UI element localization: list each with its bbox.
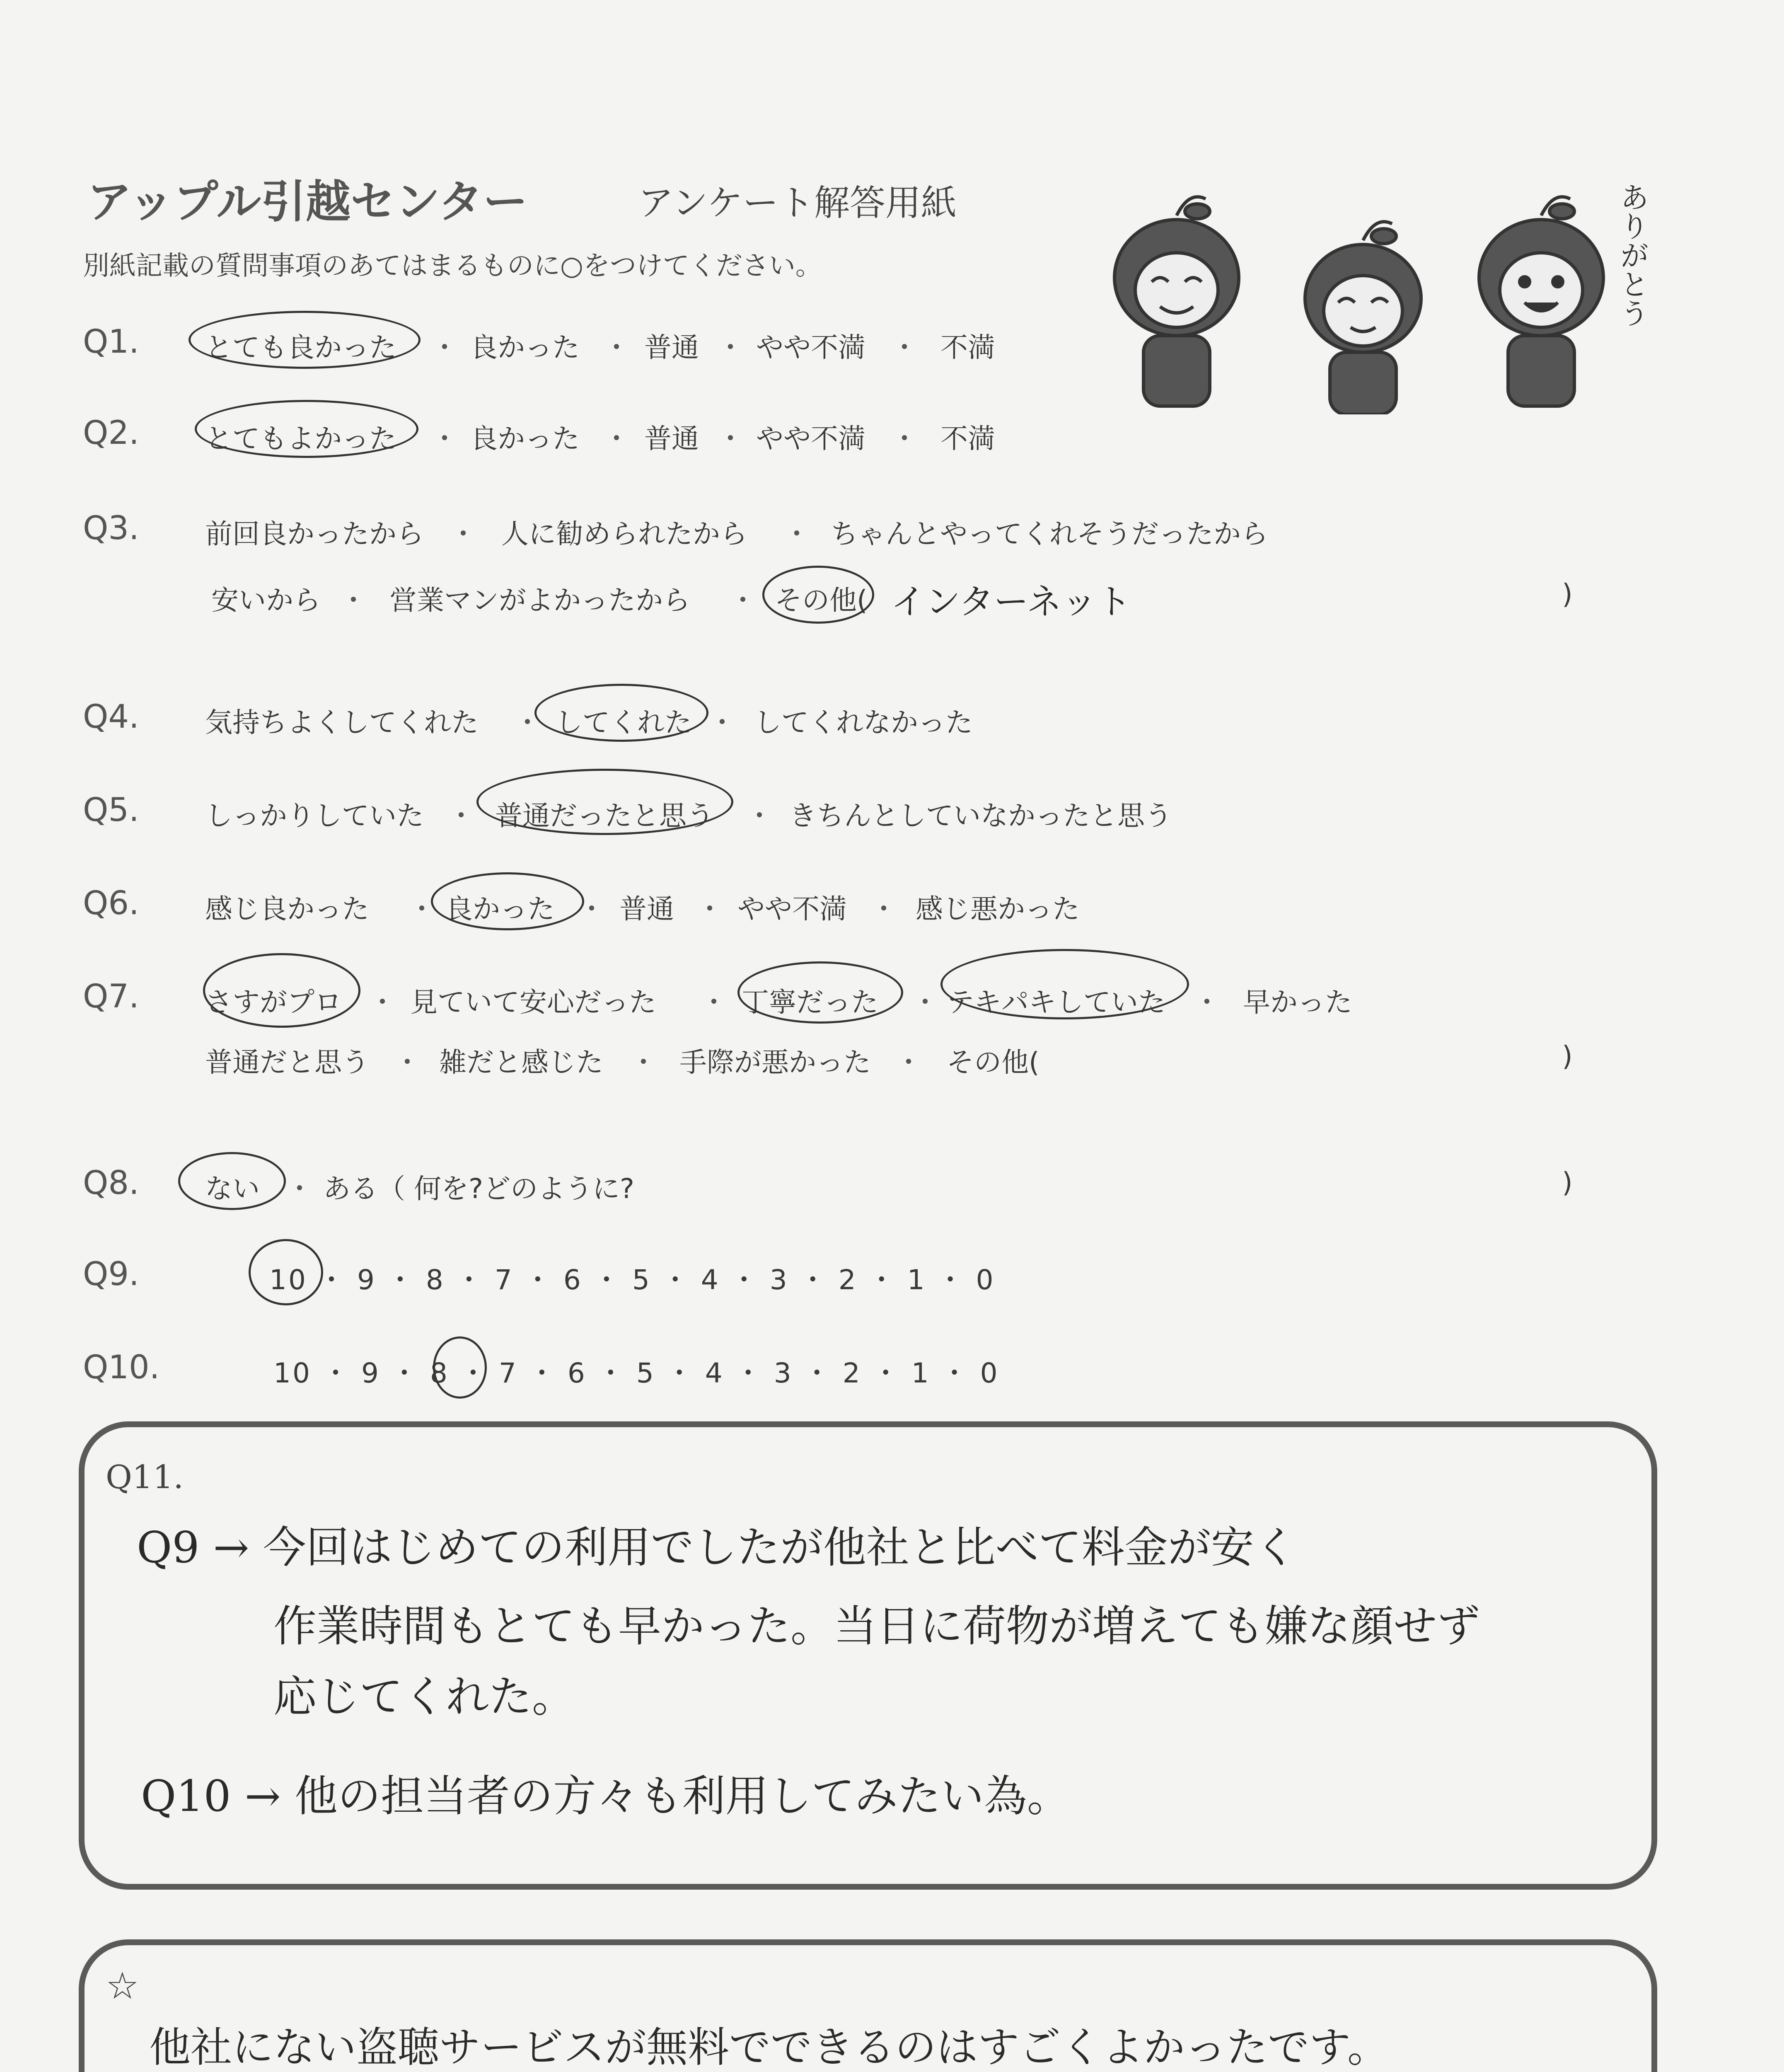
comment-line-1: 他社にない盗聴サービスが無料でできるのはすごくよかったです。 xyxy=(149,2023,1389,2072)
q10-option-1[interactable]: 1 xyxy=(911,1357,931,1389)
q5-label: Q5. xyxy=(83,792,139,829)
q2-option-4[interactable]: やや不満 xyxy=(756,423,865,455)
q7-option-6[interactable]: 普通だと思う xyxy=(205,1046,369,1078)
q9-option-7[interactable]: 7 xyxy=(494,1264,514,1296)
q3-option-5[interactable]: 営業マンがよかったから xyxy=(389,584,690,616)
company-title: アップル引越センター xyxy=(87,176,528,228)
q1-label: Q1. xyxy=(83,323,139,361)
q11-line-2: 作業時間もとても早かった。当日に荷物が増えても嫌な顔せず xyxy=(273,1601,1480,1651)
q7-option-8[interactable]: 手際が悪かった xyxy=(679,1046,871,1078)
q8-close-paren: ) xyxy=(1562,1167,1573,1198)
q5-answer-circle xyxy=(476,769,733,835)
separator: ・ xyxy=(717,332,744,363)
q6-label: Q6. xyxy=(83,885,139,922)
q3-other-answer: インターネット xyxy=(891,581,1131,622)
q9-answer-circle xyxy=(249,1239,323,1305)
q10-option-8[interactable]: 8 xyxy=(430,1357,449,1389)
q8-option-2[interactable]: ある（ 何を?どのように? xyxy=(323,1173,635,1205)
q10-scale: 10 ・ 9 ・ 8 ・ 7 ・ 6 ・ 5 ・ 4 ・ 3 ・ 2 ・ 1 ・ 0 xyxy=(273,1357,999,1389)
q3-option-other[interactable]: その他( xyxy=(775,584,868,616)
q1-answer-circle xyxy=(189,311,421,369)
separator: ・ xyxy=(431,423,458,455)
q7-label: Q7. xyxy=(83,978,139,1015)
q9-option-0[interactable]: 0 xyxy=(976,1264,995,1296)
separator: ・ xyxy=(447,800,475,832)
q11-label: Q11. xyxy=(106,1459,184,1496)
separator: ・ xyxy=(514,707,541,738)
q11-line-1: Q9 → 今回はじめての利用でしたが他社と比べて料金が安く xyxy=(137,1522,1297,1573)
q7-option-3[interactable]: 丁寧だった xyxy=(742,986,878,1018)
q6-option-2[interactable]: 良かった xyxy=(445,893,555,925)
q2-answer-circle xyxy=(195,400,418,458)
q5-option-1[interactable]: しっかりしていた xyxy=(205,800,424,832)
q11-line-4: Q10 → 他の担当者の方々も利用してみたい為。 xyxy=(141,1771,1070,1821)
separator: ・ xyxy=(700,986,728,1018)
q7-option-1[interactable]: さすがプロ xyxy=(205,986,342,1018)
q4-option-1[interactable]: 気持ちよくしてくれた xyxy=(205,707,479,738)
q2-option-2[interactable]: 良かった xyxy=(470,423,580,455)
separator: ・ xyxy=(1193,986,1221,1018)
q6-option-4[interactable]: やや不満 xyxy=(737,893,847,925)
separator: ・ xyxy=(603,423,630,455)
q9-option-10[interactable]: 10 xyxy=(269,1264,307,1296)
q4-option-2[interactable]: してくれた xyxy=(555,707,692,738)
q3-answer-circle xyxy=(762,566,874,624)
q3-label: Q3. xyxy=(83,510,139,547)
q5-option-2[interactable]: 普通だったと思う xyxy=(495,800,714,832)
q3-option-4[interactable]: 安いから xyxy=(211,584,321,616)
q10-option-5[interactable]: 5 xyxy=(636,1357,655,1389)
q10-answer-circle xyxy=(433,1336,487,1399)
q6-option-1[interactable]: 感じ良かった xyxy=(205,893,369,925)
separator: ・ xyxy=(746,800,773,832)
q2-label: Q2. xyxy=(83,414,139,452)
separator: ・ xyxy=(708,707,736,738)
q10-option-3[interactable]: 3 xyxy=(774,1357,793,1389)
q3-option-1[interactable]: 前回良かったから xyxy=(205,518,424,550)
q5-option-3[interactable]: きちんとしていなかったと思う xyxy=(789,800,1172,832)
separator: ・ xyxy=(783,518,810,550)
q1-option-1[interactable]: とても良かった xyxy=(205,332,396,363)
separator: ・ xyxy=(696,893,723,925)
q1-option-2[interactable]: 良かった xyxy=(470,332,580,363)
q10-option-2[interactable]: 2 xyxy=(842,1357,862,1389)
q10-option-9[interactable]: 9 xyxy=(361,1357,380,1389)
q7-option-2[interactable]: 見ていて安心だった xyxy=(410,986,656,1018)
separator: ・ xyxy=(578,893,605,925)
q11-line-3: 応じてくれた。 xyxy=(273,1671,575,1722)
q10-option-10[interactable]: 10 xyxy=(273,1357,312,1389)
q7-option-7[interactable]: 雑だと感じた xyxy=(439,1046,603,1078)
separator: ・ xyxy=(891,423,918,455)
separator: ・ xyxy=(450,518,477,550)
q4-answer-circle xyxy=(534,684,708,742)
separator: ・ xyxy=(408,893,435,925)
q7-option-4[interactable]: テキパキしていた xyxy=(947,986,1165,1018)
q7-option-5[interactable]: 早かった xyxy=(1243,986,1352,1018)
q3-close-paren: ) xyxy=(1562,578,1573,610)
separator: ・ xyxy=(286,1173,313,1205)
q4-label: Q4. xyxy=(83,698,139,736)
q10-label: Q10. xyxy=(83,1349,160,1386)
separator: ・ xyxy=(911,986,939,1018)
q1-option-4[interactable]: やや不満 xyxy=(756,332,865,363)
q1-option-3[interactable]: 普通 xyxy=(644,332,699,363)
q9-option-4[interactable]: 4 xyxy=(701,1264,720,1296)
q10-option-6[interactable]: 6 xyxy=(567,1357,587,1389)
separator: ・ xyxy=(394,1046,421,1078)
star-icon: ☆ xyxy=(106,1964,139,2008)
q10-option-4[interactable]: 4 xyxy=(705,1357,724,1389)
q9-option-8[interactable]: 8 xyxy=(425,1264,445,1296)
q10-option-0[interactable]: 0 xyxy=(980,1357,999,1389)
q7-answer-circle-2 xyxy=(737,961,903,1024)
q9-scale: 10 ・ 9 ・ 8 ・ 7 ・ 6 ・ 5 ・ 4 ・ 3 ・ 2 ・ 1 ・ 0 xyxy=(269,1264,995,1296)
separator: ・ xyxy=(895,1046,922,1078)
separator: ・ xyxy=(870,893,897,925)
q9-option-6[interactable]: 6 xyxy=(563,1264,583,1296)
instruction-text: 別紙記載の質問事項のあてはまるものに○をつけてください。 xyxy=(83,251,822,281)
separator: ・ xyxy=(891,332,918,363)
q8-answer-circle xyxy=(178,1152,286,1210)
separator: ・ xyxy=(729,584,757,616)
q9-option-1[interactable]: 1 xyxy=(907,1264,926,1296)
q7-answer-circle-3 xyxy=(940,949,1189,1019)
q6-option-5[interactable]: 感じ悪かった xyxy=(916,893,1080,925)
q2-option-5[interactable]: 不満 xyxy=(940,423,995,455)
q7-answer-circle-1 xyxy=(203,953,360,1028)
q9-option-2[interactable]: 2 xyxy=(838,1264,858,1296)
q9-option-5[interactable]: 5 xyxy=(632,1264,651,1296)
q2-option-1[interactable]: とてもよかった xyxy=(205,423,396,455)
q1-option-5[interactable]: 不満 xyxy=(940,332,995,363)
q3-option-2[interactable]: 人に勧められたから xyxy=(501,518,747,550)
q7-option-other[interactable]: その他( xyxy=(947,1046,1039,1078)
separator: ・ xyxy=(431,332,458,363)
separator: ・ xyxy=(717,423,744,455)
q3-option-3[interactable]: ちゃんとやってくれそうだったから xyxy=(831,518,1268,550)
separator: ・ xyxy=(369,986,396,1018)
separator: ・ xyxy=(603,332,630,363)
thanks-text: ありがとう xyxy=(1615,182,1649,327)
separator: ・ xyxy=(340,584,367,616)
q2-option-3[interactable]: 普通 xyxy=(644,423,699,455)
q7-close-paren: ) xyxy=(1562,1040,1573,1072)
q8-option-1[interactable]: ない xyxy=(205,1173,260,1205)
form-title: アンケート解答用紙 xyxy=(638,182,957,224)
separator: ・ xyxy=(630,1046,657,1078)
q9-label: Q9. xyxy=(83,1256,139,1293)
q6-option-3[interactable]: 普通 xyxy=(619,893,674,925)
q8-label: Q8. xyxy=(83,1164,139,1202)
q9-option-3[interactable]: 3 xyxy=(769,1264,789,1296)
q9-option-9[interactable]: 9 xyxy=(357,1264,376,1296)
q4-option-3[interactable]: してくれなかった xyxy=(754,707,973,738)
q6-answer-circle xyxy=(431,872,584,930)
q10-option-7[interactable]: 7 xyxy=(498,1357,518,1389)
